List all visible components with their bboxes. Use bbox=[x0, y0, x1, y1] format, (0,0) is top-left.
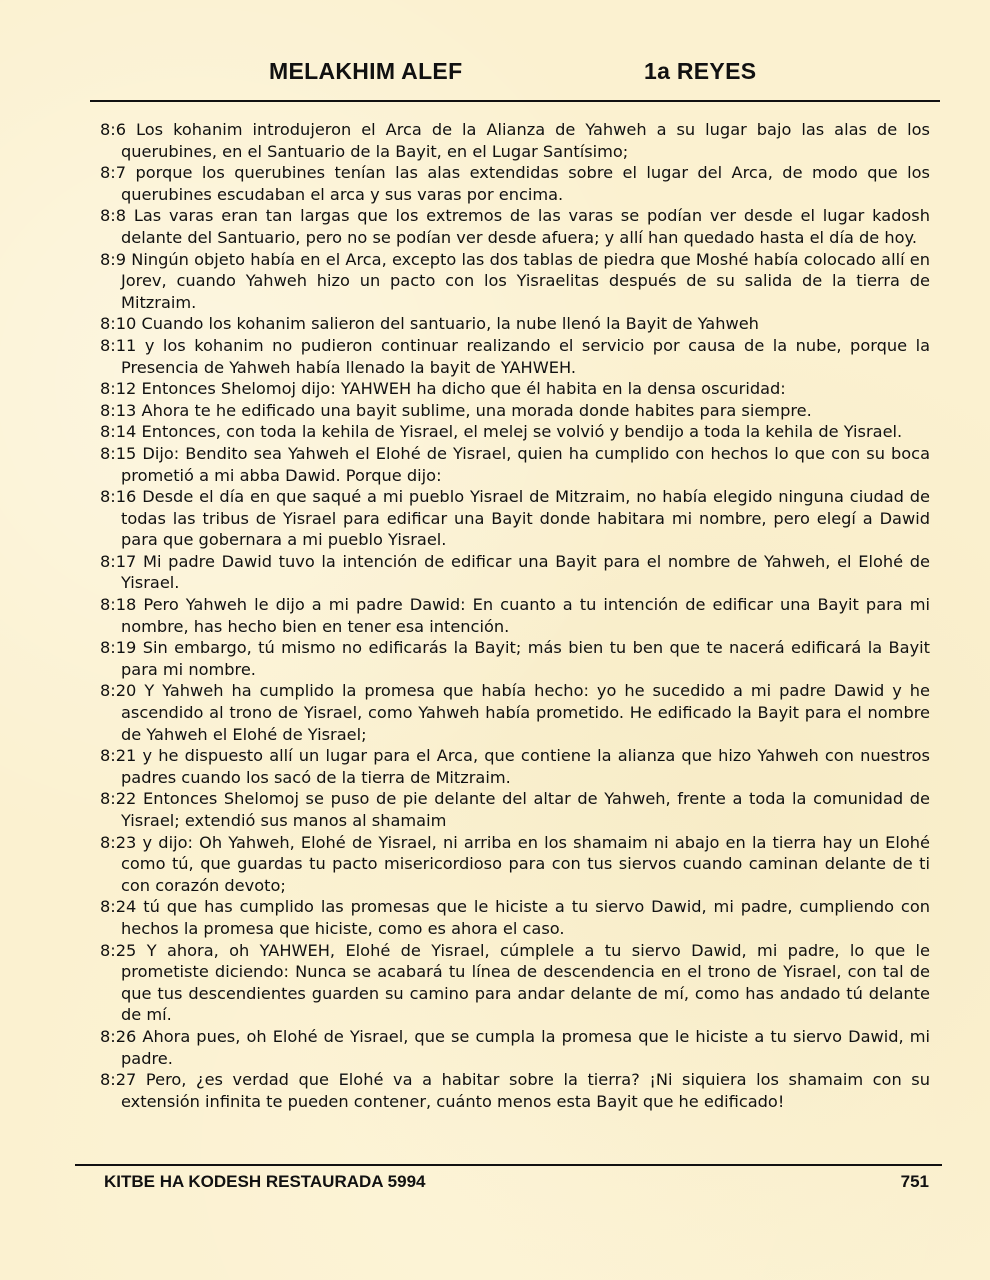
verse-8-17: 8:17 Mi padre Dawid tuvo la intención de edificar una Bayit para el nombre de Yahweh, el Elohé de Yisrael. bbox=[100, 551, 930, 593]
verse-8-23: 8:23 y dijo: Oh Yahweh, Elohé de Yisrael, ni arriba en los shamaim ni abajo en la tierra hay un Elohé como tú, que guardas tu pacto misericordioso para con tus siervos cuando caminan delante de ti con corazón devoto; bbox=[100, 832, 930, 895]
verse-8-7: 8:7 porque los querubines tenían las alas extendidas sobre el lugar del Arca, de modo que los querubines escudaban el arca y sus varas por encima. bbox=[100, 163, 930, 204]
page-number: 751 bbox=[900, 1172, 929, 1191]
book-title-hebrew: MELAKHIM ALEF bbox=[269, 58, 463, 84]
verse-8-21: 8:21 y he dispuesto allí un lugar para el Arca, que contiene la alianza que hizo Yahweh con nuestros padres cuando los sacó de la tierra de Mitzraim. bbox=[100, 746, 930, 787]
verse-8-19: 8:19 Sin embargo, tú mismo no edificarás la Bayit; más bien tu ben que te nacerá edificará la Bayit para mi nombre. bbox=[100, 638, 930, 679]
verse-8-10: 8:10 Cuando los kohanim salieron del santuario, la nube llenó la Bayit de Yahweh bbox=[100, 314, 759, 334]
verse-8-9: 8:9 Ningún objeto había en el Arca, excepto las dos tablas de piedra que Moshé había colocado allí en Jorev, cuando Yahweh hizo un pacto con los Yisraelitas después de su salida de la tierra de Mitzraim. bbox=[100, 249, 930, 312]
page-header bbox=[0, 58, 990, 92]
verse-8-24: 8:24 tú que has cumplido las promesas que le hiciste a tu siervo Dawid, mi padre, cumpliendo con hechos la promesa que hiciste, como es ahora el caso. bbox=[100, 897, 930, 938]
verse-8-18: 8:18 Pero Yahweh le dijo a mi padre Dawid: En cuanto a tu intención de edificar una Bayit para mi nombre, has hecho bien en tener esa intención. bbox=[100, 595, 930, 636]
verse-8-12: 8:12 Entonces Shelomoj dijo: YAHWEH ha dicho que él habita en la densa oscuridad: bbox=[100, 379, 786, 399]
verse-8-25: 8:25 Y ahora, oh YAHWEH, Elohé de Yisrael, cúmplele a tu siervo Dawid, mi padre, lo que le prometiste diciendo: Nunca se acabará tu línea de descendencia en el trono de Yisrael, con tal de que tus descendientes guarden su camino para andar delante de mí, como has andado tú delante de mí. bbox=[100, 940, 930, 1025]
header-divider bbox=[90, 100, 940, 102]
book-title-spanish: 1a REYES bbox=[644, 58, 757, 84]
verse-8-11: 8:11 y los kohanim no pudieron continuar realizando el servicio por causa de la nube, porque la Presencia de Yahweh había llenado la bayit de YAHWEH. bbox=[100, 335, 930, 377]
verse-8-16: 8:16 Desde el día en que saqué a mi pueblo Yisrael de Mitzraim, no había elegido ninguna ciudad de todas las tribus de Yisrael para edificar una Bayit donde habitara mi nombre, pero elegí a Dawid para que gobernara a mi pueblo Yisrael. bbox=[100, 487, 930, 550]
verse-8-20: 8:20 Y Yahweh ha cumplido la promesa que había hecho: yo he sucedido a mi padre Dawid y he ascendido al trono de Yisrael, como Yahweh había prometido. He edificado la Bayit para el nombre de Yahweh el Elohé de Yisrael; bbox=[100, 681, 930, 744]
verse-8-26: 8:26 Ahora pues, oh Elohé de Yisrael, que se cumpla la promesa que le hiciste a tu siervo Dawid, mi padre. bbox=[100, 1026, 930, 1068]
verse-list bbox=[100, 119, 930, 1112]
verse-8-27: 8:27 Pero, ¿es verdad que Elohé va a habitar sobre la tierra? ¡Ni siquiera los shamaim con su extensión infinita te pueden contener, cuánto menos esta Bayit que he edificado! bbox=[100, 1070, 930, 1111]
footer-divider bbox=[75, 1164, 942, 1166]
verse-8-22: 8:22 Entonces Shelomoj se puso de pie delante del altar de Yahweh, frente a toda la comunidad de Yisrael; extendió sus manos al shamaim bbox=[100, 789, 930, 830]
verse-8-14: 8:14 Entonces, con toda la kehila de Yisrael, el melej se volvió y bendijo a toda la kehila de Yisrael. bbox=[100, 422, 903, 442]
footer-publication-title: KITBE HA KODESH RESTAURADA 5994 bbox=[104, 1172, 426, 1191]
verse-8-15: 8:15 Dijo: Bendito sea Yahweh el Elohé de Yisrael, quien ha cumplido con hechos lo que con su boca prometió a mi abba Dawid. Porque dijo: bbox=[100, 443, 930, 485]
verse-8-6: 8:6 Los kohanim introdujeron el Arca de la Alianza de Yahweh a su lugar bajo las alas de los querubines, en el Santuario de la Bayit, en el Lugar Santísimo; bbox=[100, 120, 930, 161]
verse-8-8: 8:8 Las varas eran tan largas que los extremos de las varas se podían ver desde el lugar kadosh delante del Santuario, pero no se podían ver desde afuera; y allí han quedado hasta el día de hoy. bbox=[100, 206, 930, 247]
verse-8-13: 8:13 Ahora te he edificado una bayit sublime, una morada donde habites para siempre. bbox=[100, 400, 812, 420]
